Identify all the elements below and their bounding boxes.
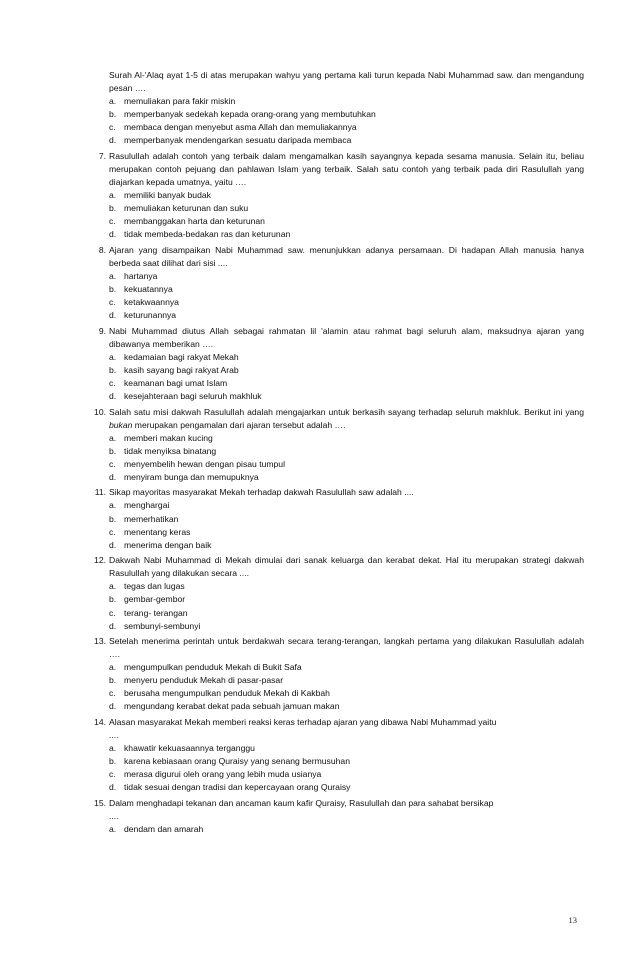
question-number: 9. — [98, 325, 106, 336]
option-letter: c. — [109, 297, 116, 308]
question — [84, 325, 584, 404]
question-number: 13. — [94, 636, 106, 647]
option-letter: a. — [109, 823, 117, 834]
option-text: memberi makan kucing — [124, 432, 213, 443]
answer-option — [109, 471, 584, 484]
answer-option — [109, 283, 584, 296]
question-list — [84, 69, 584, 838]
option-text: gembar-gembor — [124, 594, 186, 605]
answer-option — [109, 134, 584, 147]
question-stem — [109, 69, 584, 95]
question — [84, 406, 584, 485]
option-letter: a. — [109, 500, 117, 511]
option-text: keturunannya — [124, 310, 177, 321]
question-stem — [109, 554, 584, 580]
option-text: tidak menyiksa binatang — [124, 445, 217, 456]
option-text: menghargai — [124, 500, 170, 511]
answer-option — [109, 620, 584, 633]
option-letter: d. — [109, 620, 117, 631]
option-letter: a. — [109, 581, 117, 592]
option-letter: d. — [109, 539, 117, 550]
answer-option — [109, 593, 584, 606]
answer-options — [109, 351, 584, 403]
option-letter: b. — [109, 203, 117, 214]
question-stem-line: Sikap mayoritas masyarakat Mekah terhadap dakwah Rasulullah saw adalah .... — [109, 487, 414, 498]
option-letter: d. — [109, 135, 117, 146]
option-text: memuliakan para fakir miskin — [124, 96, 236, 107]
answer-option — [109, 121, 584, 134]
question-stem-line: .... — [109, 810, 119, 821]
answer-option — [109, 687, 584, 700]
question-number: 11. — [94, 487, 106, 498]
answer-option — [109, 674, 584, 687]
option-text: sembunyi-sembunyi — [124, 620, 201, 631]
option-text: karena kebiasaan orang Quraisy yang senang bermusuhan — [124, 756, 350, 767]
option-text: memperbanyak sedekah kepada orang-orang yang membutuhkan — [124, 109, 376, 120]
option-letter: a. — [109, 271, 117, 281]
option-letter: d. — [109, 472, 117, 482]
question — [84, 150, 584, 242]
option-letter: b. — [109, 513, 117, 524]
answer-option — [109, 270, 584, 283]
option-letter: a. — [109, 743, 117, 754]
option-text: memiliki banyak budak — [124, 190, 211, 201]
question — [84, 69, 584, 148]
option-text: kesejahteraan bagi seluruh makhluk — [124, 391, 262, 402]
option-letter: a. — [109, 351, 117, 362]
answer-option — [109, 189, 584, 202]
answer-option — [109, 215, 584, 228]
page-number: 13 — [568, 915, 577, 925]
option-letter: b. — [109, 594, 117, 605]
option-letter: b. — [109, 284, 117, 295]
question-stem — [109, 716, 584, 742]
question-stem-text: Salah satu misi dakwah Rasulullah adalah mengajarkan untuk berkasih sayang terhadap seluruh makhluk. Berikut ini yang — [109, 406, 584, 417]
option-letter: d. — [109, 782, 117, 793]
option-letter: c. — [109, 378, 116, 389]
answer-options — [109, 189, 584, 241]
option-letter: c. — [109, 122, 116, 133]
option-text: tegas dan lugas — [124, 581, 185, 592]
question-stem — [109, 150, 584, 189]
answer-option — [109, 228, 584, 241]
answer-option — [109, 781, 584, 794]
option-letter: c. — [109, 688, 116, 699]
option-text: terang- terangan — [124, 607, 188, 618]
option-letter: c. — [109, 458, 116, 469]
question-stem — [109, 486, 584, 499]
option-text: menyeru penduduk Mekah di pasar-pasar — [124, 675, 284, 686]
question-stem-emphasis: bukan — [109, 419, 133, 430]
answer-option — [109, 823, 584, 836]
option-letter: c. — [109, 769, 116, 780]
option-text: tidak membeda-bedakan ras dan keturunan — [124, 229, 291, 240]
option-letter: d. — [109, 701, 117, 712]
option-letter: b. — [109, 364, 117, 375]
question-number: 10. — [94, 406, 106, 417]
question-number: 8. — [98, 244, 106, 255]
option-letter: c. — [109, 607, 116, 618]
answer-options — [109, 270, 584, 322]
option-text: ketakwaannya — [124, 297, 179, 308]
answer-option — [109, 390, 584, 403]
option-text: memuliakan keturunan dan suku — [124, 203, 249, 214]
answer-option — [109, 432, 584, 445]
answer-option — [109, 526, 584, 539]
option-text: mengumpulkan penduduk Mekah di Bukit Safa — [124, 662, 302, 673]
answer-option — [109, 95, 584, 108]
option-letter: b. — [109, 109, 117, 120]
question-stem-line: Ajaran yang disampaikan Nabi Muhammad saw. menunjukkan adanya persamaan. Di hadapan Allah manusia hanya berbeda saat dilihat dari sisi .... — [109, 244, 584, 268]
option-text: merasa digurui oleh orang yang lebih muda usianya — [124, 769, 322, 780]
answer-option — [109, 309, 584, 322]
answer-options — [109, 580, 584, 632]
option-text: berusaha mengumpulkan penduduk Mekah di Kakbah — [124, 688, 330, 699]
question-stem-text: merupakan pengamalan dari ajaran tersebut adalah …. — [132, 419, 346, 430]
question-stem — [109, 406, 584, 432]
option-letter: a. — [109, 96, 117, 107]
question — [84, 797, 584, 836]
option-text: keamanan bagi umat Islam — [124, 378, 228, 389]
answer-option — [109, 700, 584, 713]
option-text: menentang keras — [124, 526, 191, 537]
answer-option — [109, 755, 584, 768]
answer-option — [109, 499, 584, 512]
option-text: menyembelih hewan dengan pisau tumpul — [124, 458, 285, 469]
option-text: membaca dengan menyebut asma Allah dan memuliakannya — [124, 122, 357, 133]
option-letter: d. — [109, 310, 117, 321]
answer-options — [109, 499, 584, 551]
answer-option — [109, 513, 584, 526]
option-text: menyiram bunga dan memupuknya — [124, 472, 259, 482]
question — [84, 554, 584, 633]
option-letter: a. — [109, 432, 117, 443]
answer-options — [109, 432, 584, 484]
question-stem-line: Setelah menerima perintah untuk berdakwah secara terang-terangan, langkah pertama yang dilakukan Rasulullah adalah …. — [109, 636, 584, 660]
question — [84, 716, 584, 795]
answer-option — [109, 458, 584, 471]
answer-option — [109, 539, 584, 552]
option-text: mengundang kerabat dekat pada sebuah jamuan makan — [124, 701, 340, 712]
option-text: kasih sayang bagi rakyat Arab — [124, 364, 239, 375]
question-stem-line: .... — [109, 729, 119, 740]
option-letter: b. — [109, 445, 117, 456]
option-text: kedamaian bagi rakyat Mekah — [124, 351, 239, 362]
option-letter: d. — [109, 391, 117, 402]
option-text: tidak sesuai dengan tradisi dan kepercayaan orang Quraisy — [124, 782, 351, 793]
answer-options — [109, 661, 584, 713]
question-number: 15. — [94, 797, 106, 808]
answer-option — [109, 202, 584, 215]
answer-options — [109, 823, 584, 836]
question — [84, 635, 584, 714]
answer-options — [109, 742, 584, 794]
question-stem — [109, 635, 584, 661]
question-stem — [109, 244, 584, 270]
option-letter: c. — [109, 526, 116, 537]
answer-option — [109, 607, 584, 620]
answer-option — [109, 351, 584, 364]
question-stem-line: Dakwah Nabi Muhammad di Mekah dimulai dari sanak keluarga dan kerabat dekat. Hal itu merupakan strategi dakwah Rasulullah yang dilakukan secara .... — [109, 555, 584, 579]
answer-option — [109, 108, 584, 121]
question-stem — [109, 325, 584, 351]
question-stem-line: Nabi Muhammad diutus Allah sebagai rahmatan lil 'alamin atau rahmat bagi seluruh alam, maksudnya ajaran yang dibawanya memberikan …. — [109, 325, 584, 349]
question-stem-line: Dalam menghadapi tekanan dan ancaman kaum kafir Quraisy, Rasulullah dan para sahabat bersikap — [109, 797, 494, 808]
option-text: menerima dengan baik — [124, 539, 212, 550]
question-stem-line: Alasan masyarakat Mekah memberi reaksi keras terhadap ajaran yang dibawa Nabi Muhammad yaitu — [109, 716, 497, 727]
option-text: memerhatikan — [124, 513, 179, 524]
question — [84, 244, 584, 323]
option-text: khawatir kekuasaannya terganggu — [124, 743, 255, 754]
answer-option — [109, 377, 584, 390]
answer-option — [109, 580, 584, 593]
answer-option — [109, 364, 584, 377]
question — [84, 486, 584, 551]
option-letter: b. — [109, 675, 117, 686]
option-letter: a. — [109, 662, 117, 673]
answer-option — [109, 296, 584, 309]
option-letter: d. — [109, 229, 117, 240]
option-text: memperbanyak mendengarkan sesuatu daripada membaca — [124, 135, 352, 146]
question-stem-line: Surah Al-'Alaq ayat 1-5 di atas merupakan wahyu yang pertama kali turun kepada Nabi Muhammad saw. dan mengandung pesan …. — [109, 70, 584, 94]
option-text: membanggakan harta dan keturunan — [124, 216, 265, 227]
option-text: hartanya — [124, 271, 158, 281]
answer-option — [109, 445, 584, 458]
option-letter: a. — [109, 190, 117, 201]
question-stem-line: Rasulullah adalah contoh yang terbaik dalam mengamalkan kasih sayangnya kepada sesama manusia. Selain itu, beliau merupakan contoh pejuang dan pahlawan Islam yang terbaik. Salah satu contoh yang terbaik pada diri Rasulullah yang diajarkan kepada umatnya, yaitu …. — [109, 150, 584, 188]
option-letter: c. — [109, 216, 116, 227]
answer-option — [109, 768, 584, 781]
answer-option — [109, 661, 584, 674]
answer-option — [109, 742, 584, 755]
question-number: 14. — [94, 716, 106, 727]
question-stem — [109, 797, 584, 823]
question-number: 12. — [94, 555, 106, 566]
option-text: dendam dan amarah — [124, 823, 204, 834]
answer-options — [109, 95, 584, 147]
question-number: 7. — [98, 150, 106, 161]
option-letter: b. — [109, 756, 117, 767]
option-text: kekuatannya — [124, 284, 173, 295]
